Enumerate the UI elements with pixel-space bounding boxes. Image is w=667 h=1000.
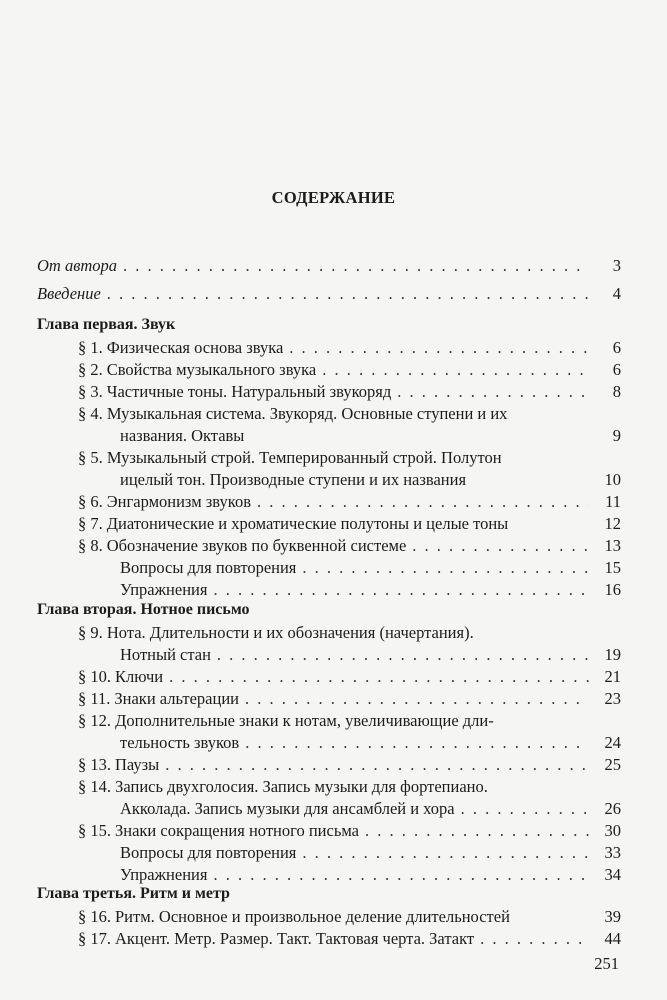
toc-entry-exercises: Упражнения . . . 16 xyxy=(78,579,621,601)
toc-entry: § 15. Знаки сокращения нотного письма . . . 30 xyxy=(78,820,621,842)
chapter-heading: Глава вторая. Нотное письмо xyxy=(37,601,250,618)
toc-entry-line1: § 14. Запись двухголосия. Запись музыки для фортепиано. xyxy=(78,777,488,796)
toc-entry: § 8. Обозначение звуков по буквенной системе . . . 13 xyxy=(78,535,621,557)
toc-entry: § 11. Знаки альтерации . . . 23 xyxy=(78,688,621,710)
toc-entry: тельность звуков . . . 24 xyxy=(78,732,621,754)
toc-entry-author: От автора . . . 3 xyxy=(37,255,621,277)
toc-entry-exercises: Упражнения . . . 34 xyxy=(78,864,621,886)
toc-entry: названия. Октавы 9 xyxy=(120,426,621,445)
toc-entry-line1: § 5. Музыкальный строй. Темперированный строй. Полутон xyxy=(78,448,502,467)
toc-entry: § 2. Свойства музыкального звука . . . 6 xyxy=(78,359,621,381)
toc-entry-intro: Введение . . . 4 xyxy=(37,283,621,305)
page-number: 251 xyxy=(594,954,619,973)
toc-entry: § 6. Энгармонизм звуков . . . 11 xyxy=(78,491,621,513)
toc-entry: § 17. Акцент. Метр. Размер. Такт. Тактовая черта. Затакт . . . 44 xyxy=(78,928,621,950)
toc-entry: § 13. Паузы . . . 25 xyxy=(78,754,621,776)
chapter-heading: Глава первая. Звук xyxy=(37,316,176,333)
toc-entry-line1: § 9. Нота. Длительности и их обозначения (начертания). xyxy=(78,623,474,642)
toc-entry: Нотный стан . . . 19 xyxy=(78,644,621,666)
toc-entry: § 3. Частичные тоны. Натуральный звукоряд . . . 8 xyxy=(78,381,621,403)
toc-entry-review: Вопросы для повторения . . . 33 xyxy=(78,842,621,864)
toc-entry: § 7. Диатонические и хроматические полутоны и целые тоны 12 xyxy=(78,514,621,533)
toc-entry-review: Вопросы для повторения . . . 15 xyxy=(78,557,621,579)
toc-entry: § 16. Ритм. Основное и произвольное деление длительностей 39 xyxy=(78,907,621,926)
toc-entry: § 10. Ключи . . . 21 xyxy=(78,666,621,688)
chapter-heading: Глава третья. Ритм и метр xyxy=(37,885,230,902)
toc-entry-line1: § 12. Дополнительные знаки к нотам, увеличивающие дли- xyxy=(78,711,494,730)
toc-entry: § 1. Физическая основа звука . . . 6 xyxy=(78,337,621,359)
toc-entry: ицелый тон. Производные ступени и их названия 10 xyxy=(120,470,621,489)
toc-entry: Акколада. Запись музыки для ансамблей и хора . . . 26 xyxy=(78,798,621,820)
toc-entry-line1: § 4. Музыкальная система. Звукоряд. Основные ступени и их xyxy=(78,404,508,423)
page-title: СОДЕРЖАНИЕ xyxy=(271,188,396,207)
